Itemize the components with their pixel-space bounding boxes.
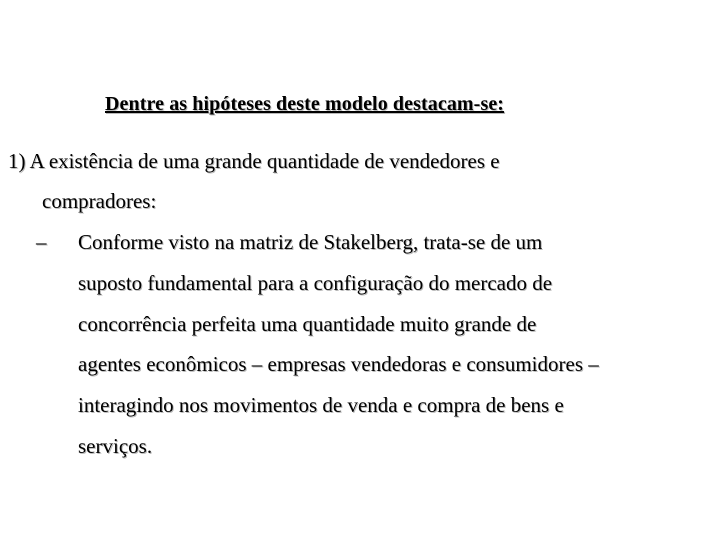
dash-bullet: – <box>36 230 47 254</box>
sub-point <box>36 222 700 467</box>
numbered-point <box>8 141 648 221</box>
sub-point-line: serviços. <box>78 433 153 458</box>
sub-point-line: concorrência perfeita uma quantidade muito grande de <box>78 311 537 336</box>
sub-point-text <box>40 222 700 467</box>
point-line-1: 1) A existência de uma grande quantidade de vendedores e <box>8 149 500 173</box>
sub-point-line: Conforme visto na matriz de Stakelberg, trata-se de um <box>78 230 543 254</box>
sub-point-line: agentes econômicos – empresas vendedoras e consumidores – <box>78 352 599 377</box>
sub-point-line: suposto fundamental para a configuração do mercado de <box>78 270 553 295</box>
slide-heading: Dentre as hipóteses deste modelo destacam-se: <box>105 93 505 115</box>
sub-point-line: interagindo nos movimentos de venda e compra de bens e <box>78 393 564 418</box>
point-line-2: compradores: <box>42 189 157 213</box>
